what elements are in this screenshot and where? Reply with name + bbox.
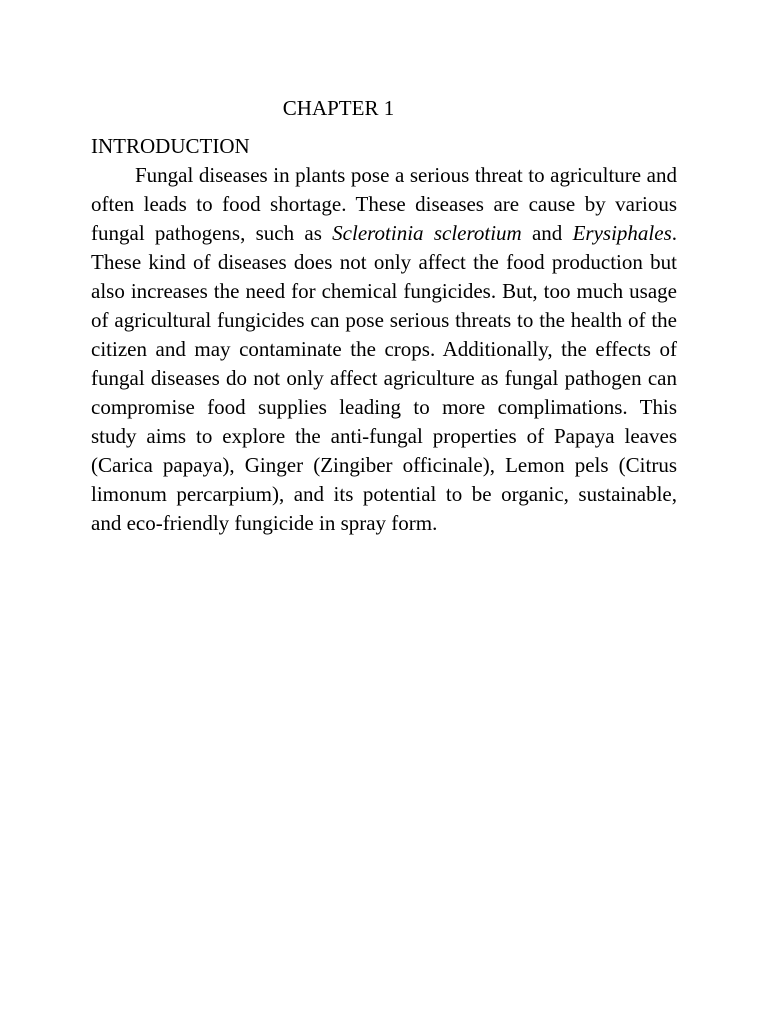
- section-title: INTRODUCTION: [91, 134, 250, 158]
- species-name-erysiphales: Erysiphales: [572, 221, 672, 245]
- paragraph-text-2: and: [521, 221, 573, 245]
- species-name-sclerotinia: Sclerotinia sclerotium: [332, 221, 522, 245]
- paragraph-text-3: . These kind of diseases does not only affect the food production but also increases the need for chemical fungicides. But, too much usage of agricultural fungicides can pose serious threats to the health of the citizen and may contaminate the crops. Additionally, the effects of fungal diseases do not only affect agriculture as fungal pathogen can compromise food supplies leading to more complimations. This study aims to explore the anti-fungal properties of Papaya leaves (Carica papaya), Ginger (Zingiber officinale), Lemon pels (Citrus limonum percarpium), and its potential to be organic, sustainable, and eco-friendly fungicide in spray form.: [91, 221, 677, 535]
- introduction-paragraph: [91, 161, 677, 538]
- chapter-title: CHAPTER 1: [282, 96, 395, 120]
- paragraph-text-1: Fungal diseases in plants pose a serious threat to agriculture and often leads to food shortage. These diseases are cause by various fungal pathogens, such as: [91, 163, 677, 245]
